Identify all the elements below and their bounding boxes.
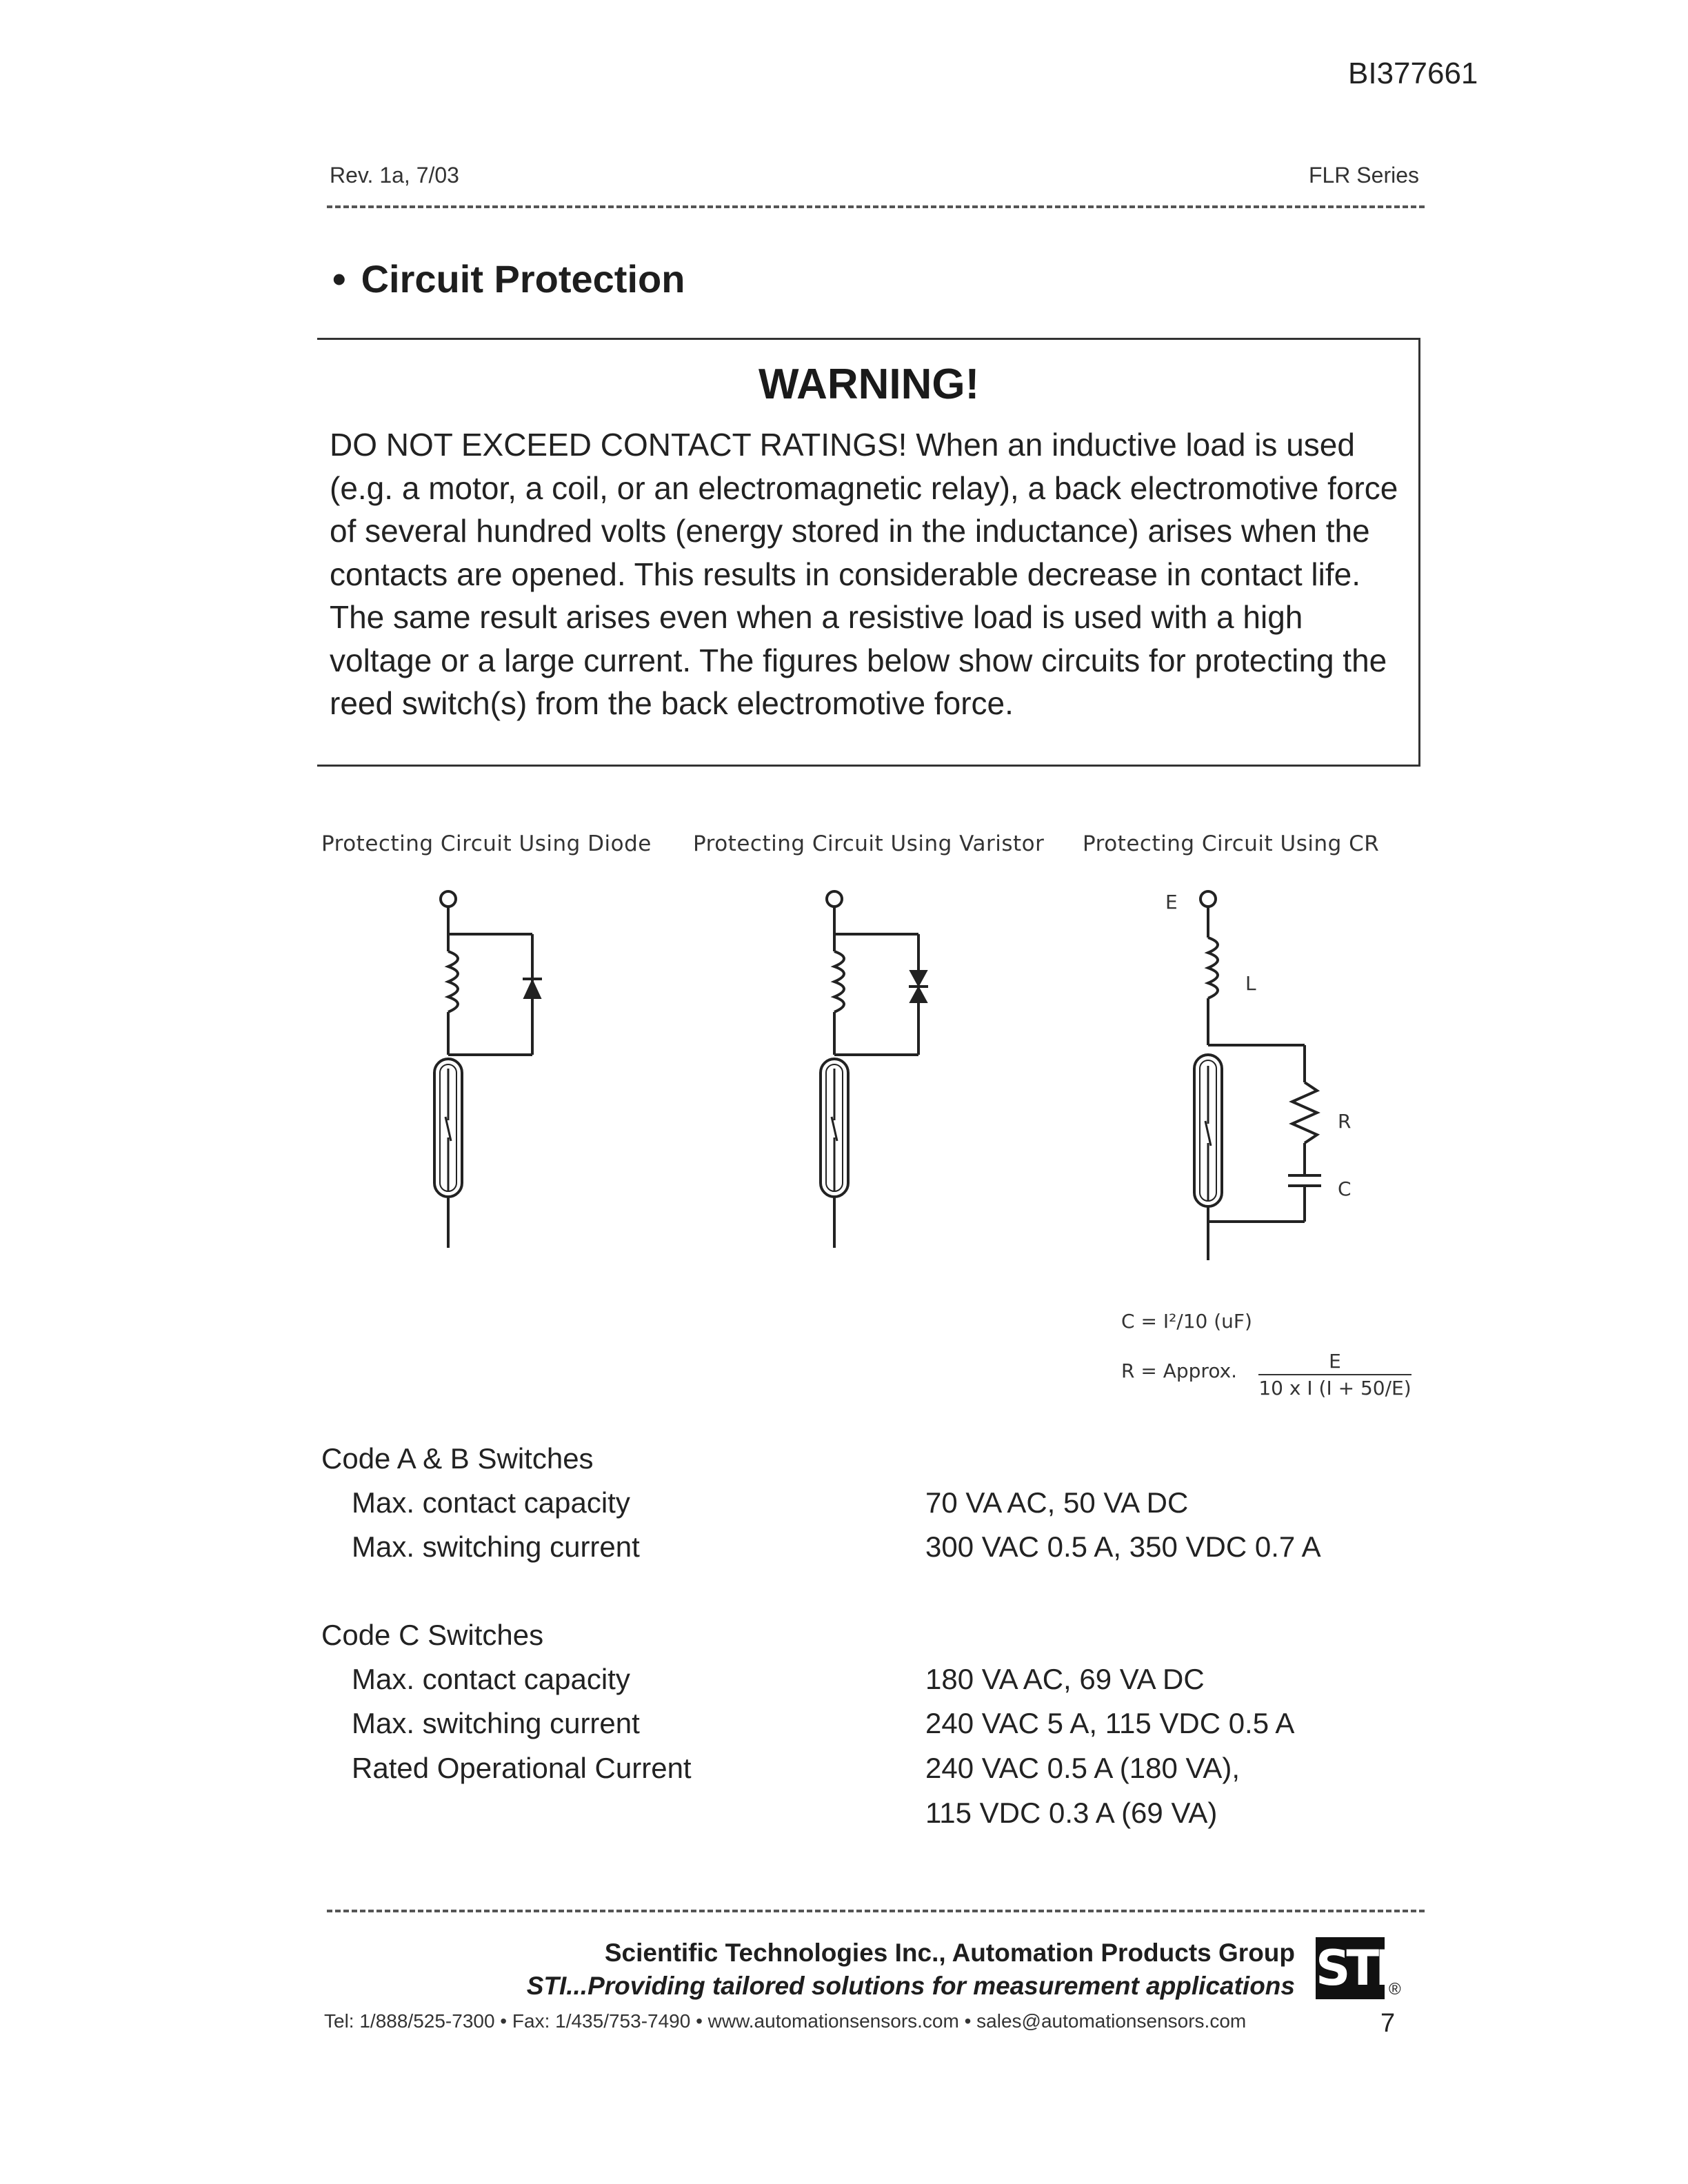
page-number: 7 xyxy=(1380,2009,1396,2038)
warning-body: DO NOT EXCEED CONTACT RATINGS! When an inductive load is used (e.g. a motor, a coil, or an electromagnetic relay), a back electromotive force of several hundred volts (energy stored in the inductance) arises when the contacts are opened. This results in considerable decrease in contact life. The same result arises even when a resistive load is used with a high voltage or a large current. The figures below show circuits for protecting the reed switch(s) from the back electromotive force. xyxy=(330,427,1398,721)
spec-ab-label-capacity: Max. contact capacity xyxy=(352,1486,630,1519)
formula-r-prefix: R = Approx. xyxy=(1121,1359,1238,1382)
spec-ab-value-capacity: 70 VA AC, 50 VA DC xyxy=(925,1486,1189,1519)
warning-title: WARNING! xyxy=(758,361,980,408)
section-title-text: Circuit Protection xyxy=(361,257,685,301)
spec-c-heading: Code C Switches xyxy=(321,1619,544,1651)
spec-c-value-capacity: 180 VA AC, 69 VA DC xyxy=(925,1663,1205,1695)
spec-c-value-rated-dc: 115 VDC 0.3 A (69 VA) xyxy=(925,1797,1218,1829)
header-rule xyxy=(327,205,1425,208)
footer-tagline: STI...Providing tailored solutions for measurement applications xyxy=(526,1972,1295,2000)
spec-c-label-capacity: Max. contact capacity xyxy=(352,1663,630,1695)
bullet: • xyxy=(332,257,346,301)
varistor-symbol xyxy=(910,971,927,986)
sti-logo: STI xyxy=(1316,1937,1385,1999)
spec-ab-value-current: 300 VAC 0.5 A, 350 VDC 0.7 A xyxy=(925,1530,1321,1563)
spec-c-value-current: 240 VAC 5 A, 115 VDC 0.5 A xyxy=(925,1707,1295,1739)
label-l: L xyxy=(1245,972,1256,995)
diode-circuit-diagram xyxy=(400,882,565,1255)
document-id: BI377661 xyxy=(1348,57,1478,90)
formula-r-numerator: E xyxy=(1258,1350,1411,1375)
spec-ab-heading: Code A & B Switches xyxy=(321,1442,594,1475)
resistor-symbol xyxy=(1292,1082,1317,1143)
label-c: C xyxy=(1338,1177,1352,1200)
formula-r-denominator: 10 x I (I + 50/E) xyxy=(1258,1377,1411,1399)
coil-symbol xyxy=(834,951,844,1012)
series-label: FLR Series xyxy=(1308,163,1419,188)
coil-symbol xyxy=(448,951,458,1012)
footer-rule xyxy=(327,1910,1425,1912)
spec-c-value-rated: 240 VAC 0.5 A (180 VA), xyxy=(925,1752,1240,1784)
diode-caption: Protecting Circuit Using Diode xyxy=(321,831,652,856)
terminal-top xyxy=(1200,891,1216,907)
varistor-circuit-diagram xyxy=(786,882,952,1255)
varistor-caption: Protecting Circuit Using Varistor xyxy=(693,831,1045,856)
formula-c: C = I²/10 (uF) xyxy=(1121,1310,1252,1333)
label-e: E xyxy=(1165,891,1178,913)
formula-r-fraction xyxy=(1258,1350,1411,1399)
revision-label: Rev. 1a, 7/03 xyxy=(330,163,459,188)
diode-symbol xyxy=(524,980,541,998)
section-title xyxy=(332,256,685,301)
terminal-top xyxy=(827,891,842,907)
coil-symbol xyxy=(1208,938,1218,998)
spec-c-label-rated: Rated Operational Current xyxy=(352,1752,692,1784)
spec-ab-label-current: Max. switching current xyxy=(352,1530,640,1563)
terminal-top xyxy=(441,891,456,907)
spec-c-label-current: Max. switching current xyxy=(352,1707,640,1739)
cr-circuit-diagram xyxy=(1158,882,1338,1268)
label-r: R xyxy=(1338,1110,1352,1133)
cr-caption: Protecting Circuit Using CR xyxy=(1083,831,1380,856)
footer-contact: Tel: 1/888/525-7300 • Fax: 1/435/753-7490 • www.automationsensors.com • sales@automationsensors.com xyxy=(324,2010,1247,2032)
footer-company: Scientific Technologies Inc., Automation Products Group xyxy=(604,1939,1295,1967)
registered-mark: ® xyxy=(1389,1980,1401,1999)
